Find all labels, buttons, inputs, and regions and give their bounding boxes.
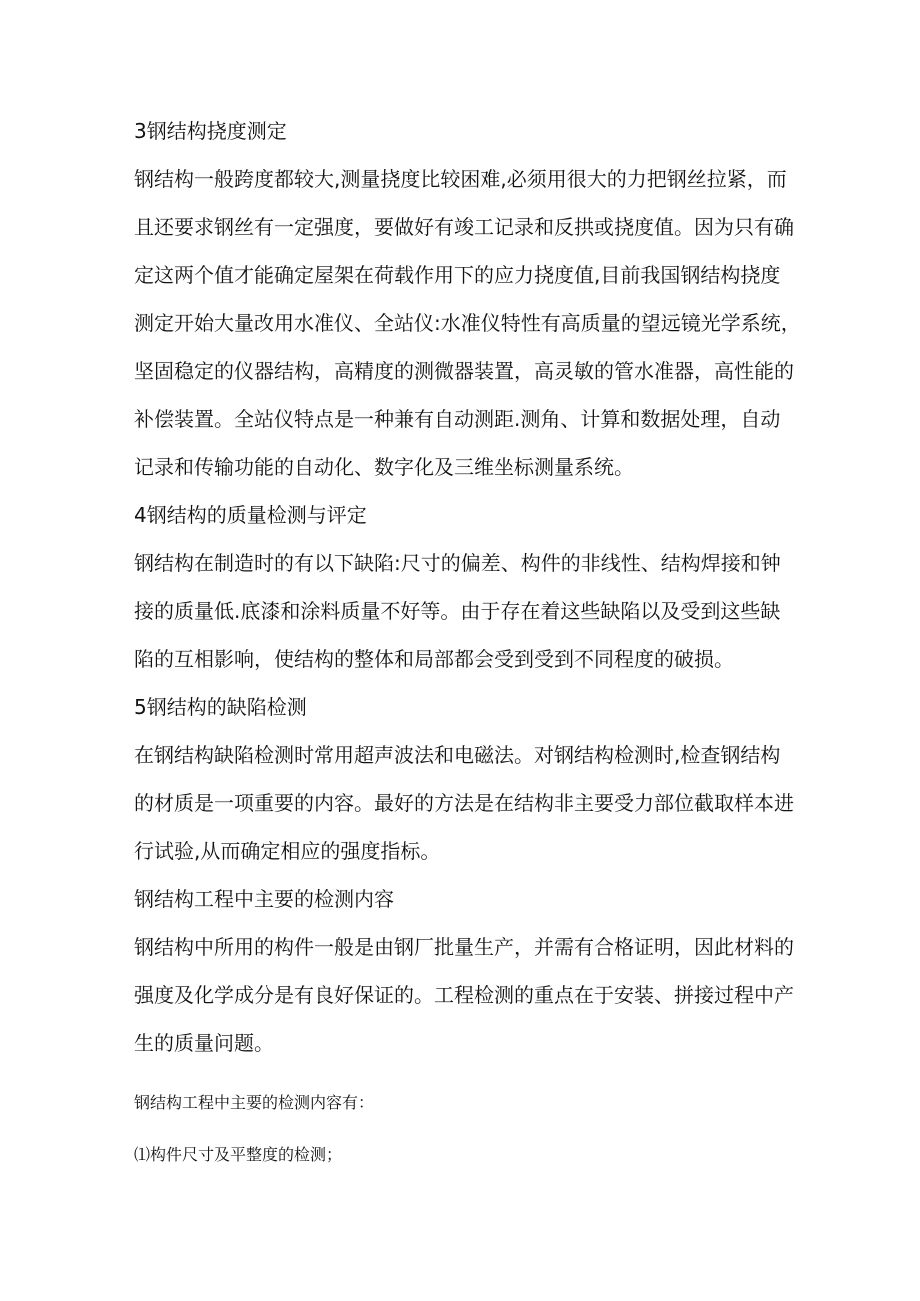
section-heading: 3钢结构挠度测定: [134, 119, 287, 143]
section-heading: 钢结构工程中主要的检测内容: [134, 887, 394, 911]
paragraph: [134, 166, 801, 480]
text-line: 钢结构在制造时的有以下缺陷:尺寸的偏差、构件的非线性、结构焊接和钟: [134, 551, 781, 575]
inspection-list: [134, 1090, 794, 1168]
text-line: 定这两个值才能确定屋架在荷载作用下的应力挠度值,目前我国钢结构挠度: [134, 263, 781, 287]
text-line: 接的质量低.底漆和涂料质量不好等。由于存在着这些缺陷以及受到这些缺: [134, 599, 781, 623]
text-line: 测定开始大量改用水准仪、全站仪:水准仪特性有高质量的望远镜光学系统，: [134, 311, 801, 335]
text-line: 生的质量问题。: [134, 1031, 274, 1055]
section-defect-detection: [134, 694, 794, 864]
text-line: 行试验,从而确定相应的强度指标。: [134, 839, 441, 863]
text-line: 的材质是一项重要的内容。最好的方法是在结构非主要受力部位截取样本进: [134, 791, 794, 815]
list-intro: 钢结构工程中主要的检测内容有：: [134, 1093, 375, 1112]
text-line: 坚固稳定的仪器结构，高精度的测微器装置，高灵敏的管水准器，高性能的: [134, 359, 794, 383]
text-line: 在钢结构缺陷检测时常用超声波法和电磁法。对钢结构检测时,检查钢结构: [134, 743, 781, 767]
paragraph: [134, 742, 794, 864]
text-line: 补偿装置。全站仪特点是一种兼有自动测距.测角、计算和数据处理，自动: [134, 407, 781, 431]
text-line: 陷的互相影响，使结构的整体和局部都会受到受到不同程度的破损。: [134, 647, 734, 671]
text-line: 且还要求钢丝有一定强度，要做好有竣工记录和反拱或挠度值。因为只有确: [134, 215, 794, 239]
section-steel-deflection: [134, 118, 801, 480]
text-line: 强度及化学成分是有良好保证的。工程检测的重点在于安装、拼接过程中产: [134, 983, 794, 1007]
section-quality-inspection: [134, 502, 794, 672]
paragraph: [134, 934, 794, 1056]
section-heading: 4钢结构的质量检测与评定: [134, 503, 367, 527]
paragraph: [134, 550, 794, 672]
list-item: ⑴构件尺寸及平整度的检测；: [134, 1145, 343, 1164]
text-line: 钢结构一般跨度都较大,测量挠度比较困难,必须用很大的力把钢丝拉紧，而: [134, 167, 787, 191]
section-heading: 5钢结构的缺陷检测: [134, 695, 307, 719]
text-line: 记录和传输功能的自动化、数字化及三维坐标测量系统。: [134, 455, 634, 479]
text-line: 钢结构中所用的构件一般是由钢厂批量生产，并需有合格证明，因此材料的: [134, 935, 794, 959]
document-page: [134, 112, 801, 1168]
section-main-inspection-content: [134, 886, 794, 1056]
